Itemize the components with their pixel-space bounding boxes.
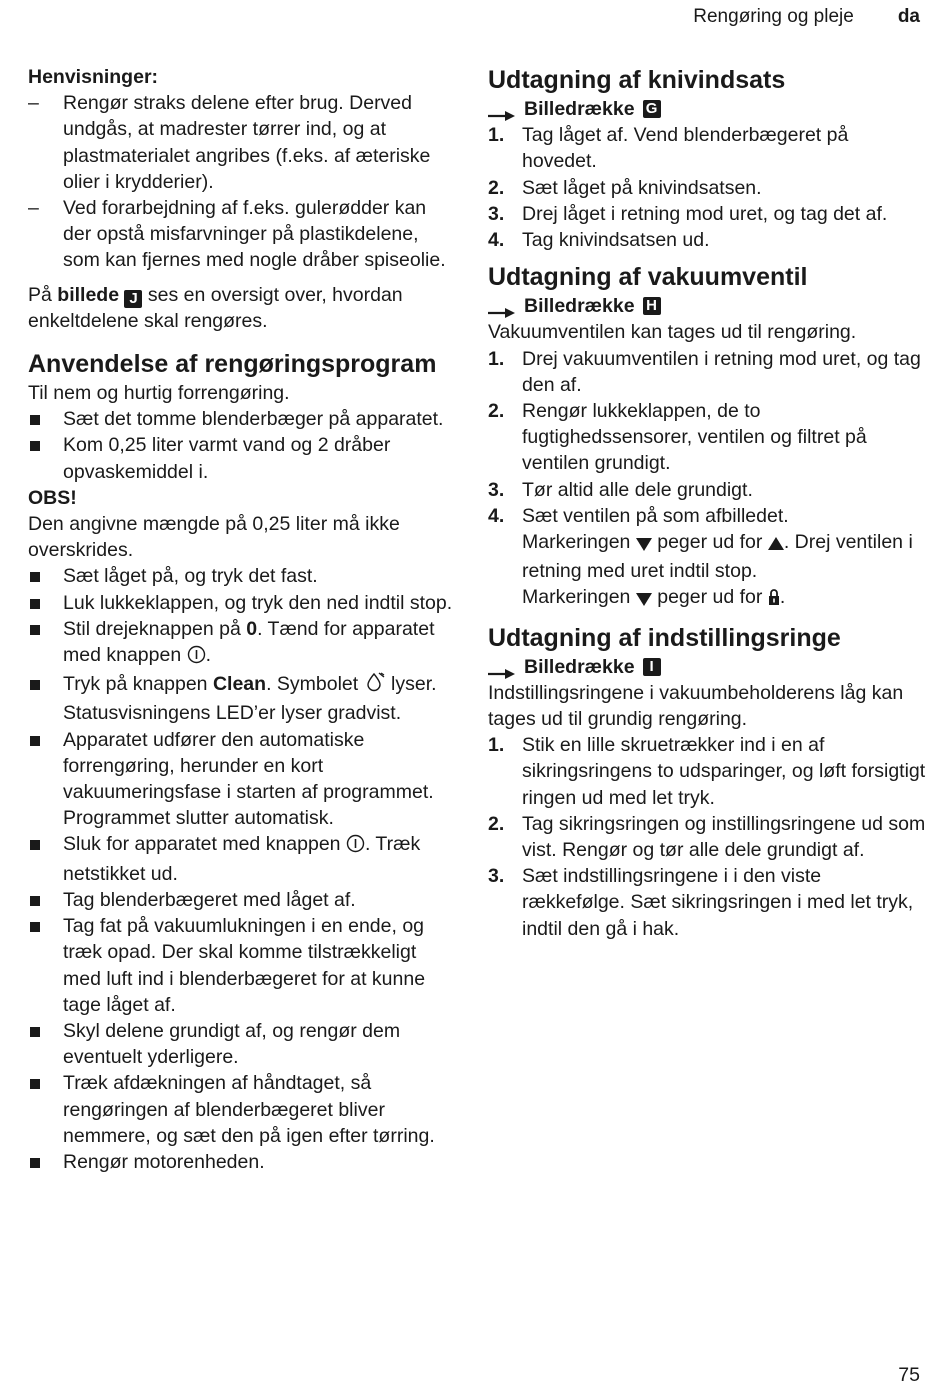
valve-picture-ref: Billedrække H [488, 293, 928, 319]
arrow-right-icon [488, 661, 516, 673]
knife-steps [488, 122, 928, 253]
list-item: Tag blenderbægeret med låget af. [28, 887, 458, 913]
list-item: 3. Tør altid alle dele grundigt. [488, 478, 753, 501]
square-bullet [30, 1158, 40, 1168]
arrow-right-icon [488, 103, 516, 115]
rings-intro: Indstillingsringene i vakuumbeholderens låg kan tages ud til grundig rengøring. [488, 681, 904, 731]
square-bullet [30, 896, 40, 906]
square-bullet [30, 680, 40, 690]
square-bullet [30, 441, 40, 451]
steps-list-a [28, 406, 458, 485]
dash-marker: – [28, 197, 39, 220]
rings-picture-ref: Billedrække I [488, 654, 928, 680]
picture-letter-badge: H [643, 297, 661, 315]
section-title: Anvendelse af rengøringsprogram [28, 350, 437, 379]
warning-title: OBS! [28, 486, 77, 509]
square-bullet [30, 1079, 40, 1089]
arrow-right-icon [488, 300, 516, 312]
header-section: Rengøring og pleje [693, 6, 854, 27]
header-lang: da [897, 6, 920, 27]
power-icon [346, 834, 365, 860]
knife-picture-ref: Billedrække G [488, 96, 928, 122]
list-item: 1. Stik en lille skruetrækker ind i en af sikringsringens to udsparinger, og løft forsigtigt ringen ud med let tryk. [488, 734, 926, 809]
square-bullet [30, 415, 40, 425]
valve-section-title: Udtagning af vakuumventil [488, 263, 808, 292]
list-item: 3. Sæt indstillingsringene i i den viste rækkefølge. Sæt sikringsringen i med let tryk, indtil den gå i hak. [488, 865, 914, 940]
list-item: 1. Tag låget af. Vend blenderbægeret på hovedet. [488, 124, 849, 173]
list-item: Rengør motorenheden. [28, 1149, 458, 1175]
list-item: Luk lukkeklappen, og tryk den ned indtil stop. [28, 590, 458, 616]
right-column [488, 64, 928, 942]
picture-letter-badge: I [643, 658, 661, 676]
list-item: – Ved forarbejdning af f.eks. gulerødder kan der opstå misfarvninger på plastikdelene, som kan fjernes med nogle dråber spiseolie. [28, 197, 446, 272]
triangle-down-icon [636, 532, 652, 558]
picture-paragraph: På billede J ses en oversigt over, hvordan enkeltdelene skal rengøres. [28, 283, 403, 332]
list-item: 4. Tag knivindsatsen ud. [488, 229, 710, 252]
list-item: 2. Sæt låget på knivindsatsen. [488, 176, 762, 199]
list-item: – Rengør straks delene efter brug. Derved undgås, at madrester tørrer ind, og at plastmaterialet angribes (f.eks. af æteriske olier i krydderier). [28, 92, 431, 193]
warning-text: Den angivne mængde på 0,25 liter må ikke overskrides. [28, 513, 400, 562]
rings-steps [488, 732, 928, 942]
list-item: Apparatet udfører den automatiske forrengøring, herunder en kort vakuumeringsfase i starten af programmet. Programmet slutter automatisk. [28, 727, 458, 832]
square-bullet [30, 599, 40, 609]
list-item: Sæt det tomme blenderbæger på apparatet. [28, 406, 458, 432]
triangle-down-icon [636, 587, 652, 613]
section-intro: Til nem og hurtig forrengøring. [28, 382, 290, 405]
power-icon [187, 645, 206, 671]
square-bullet [30, 625, 40, 635]
square-bullet [30, 922, 40, 932]
square-bullet [30, 840, 40, 850]
page-header [693, 6, 920, 28]
valve-steps [488, 346, 928, 614]
dash-marker: – [28, 92, 39, 115]
left-column [28, 64, 458, 1175]
list-item: Sæt låget på, og tryk det fast. [28, 563, 458, 589]
list-item: Sluk for apparatet med knappen . Træk netstikket ud. [28, 831, 458, 886]
list-item: Stil drejeknappen på 0. Tænd for apparatet med knappen . [28, 616, 458, 671]
triangle-up-icon [768, 532, 784, 558]
water-drop-icon [364, 671, 386, 700]
square-bullet [30, 1027, 40, 1037]
page-number: 75 [898, 1364, 920, 1386]
picture-letter-badge: G [643, 100, 661, 118]
list-item: Træk afdækningen af håndtaget, så rengøringen af blenderbægeret bliver nemmere, og sæt den på igen efter tørring. [28, 1070, 458, 1149]
list-item: 2. Tag sikringsringen og instillingsringene ud som vist. Rengør og tør alle dele grundigt af. [488, 812, 926, 862]
steps-list-b [28, 563, 458, 1175]
picture-letter-badge: J [124, 290, 142, 308]
list-item: 4. Sæt ventilen på som afbilledet. Markeringen peger ud for . Drej ventilen i retning med uret indtil stop. Markeringen peger ud for . [488, 503, 928, 614]
square-bullet [30, 572, 40, 582]
list-item: Skyl delene grundigt af, og rengør dem eventuelt yderligere. [28, 1018, 458, 1070]
list-item: 1. Drej vakuumventilen i retning mod uret, og tag den af. [488, 347, 921, 396]
square-bullet [30, 736, 40, 746]
notes-list [28, 90, 458, 273]
list-item: 3. Drej låget i retning mod uret, og tag det af. [488, 202, 888, 225]
list-item: Tryk på knappen Clean. Symbolet lyser. Statusvisningens LED’er lyser gradvist. [28, 671, 458, 726]
knife-section-title: Udtagning af knivindsats [488, 66, 786, 94]
lock-icon [768, 587, 780, 613]
valve-intro: Vakuumventilen kan tages ud til rengøring. [488, 321, 857, 344]
list-item: Tag fat på vakuumlukningen i en ende, og træk opad. Der skal komme tilstrækkeligt med luft ind i blenderbægeret for at kunne tage låget af. [28, 913, 458, 1018]
rings-section-title: Udtagning af indstillingsringe [488, 623, 841, 652]
list-item: 2. Rengør lukkeklappen, de to fugtighedssensorer, ventilen og filtret på ventilen grundigt. [488, 400, 867, 475]
notes-title: Henvisninger: [28, 66, 159, 88]
list-item: Kom 0,25 liter varmt vand og 2 dråber opvaskemiddel i. [28, 432, 458, 484]
